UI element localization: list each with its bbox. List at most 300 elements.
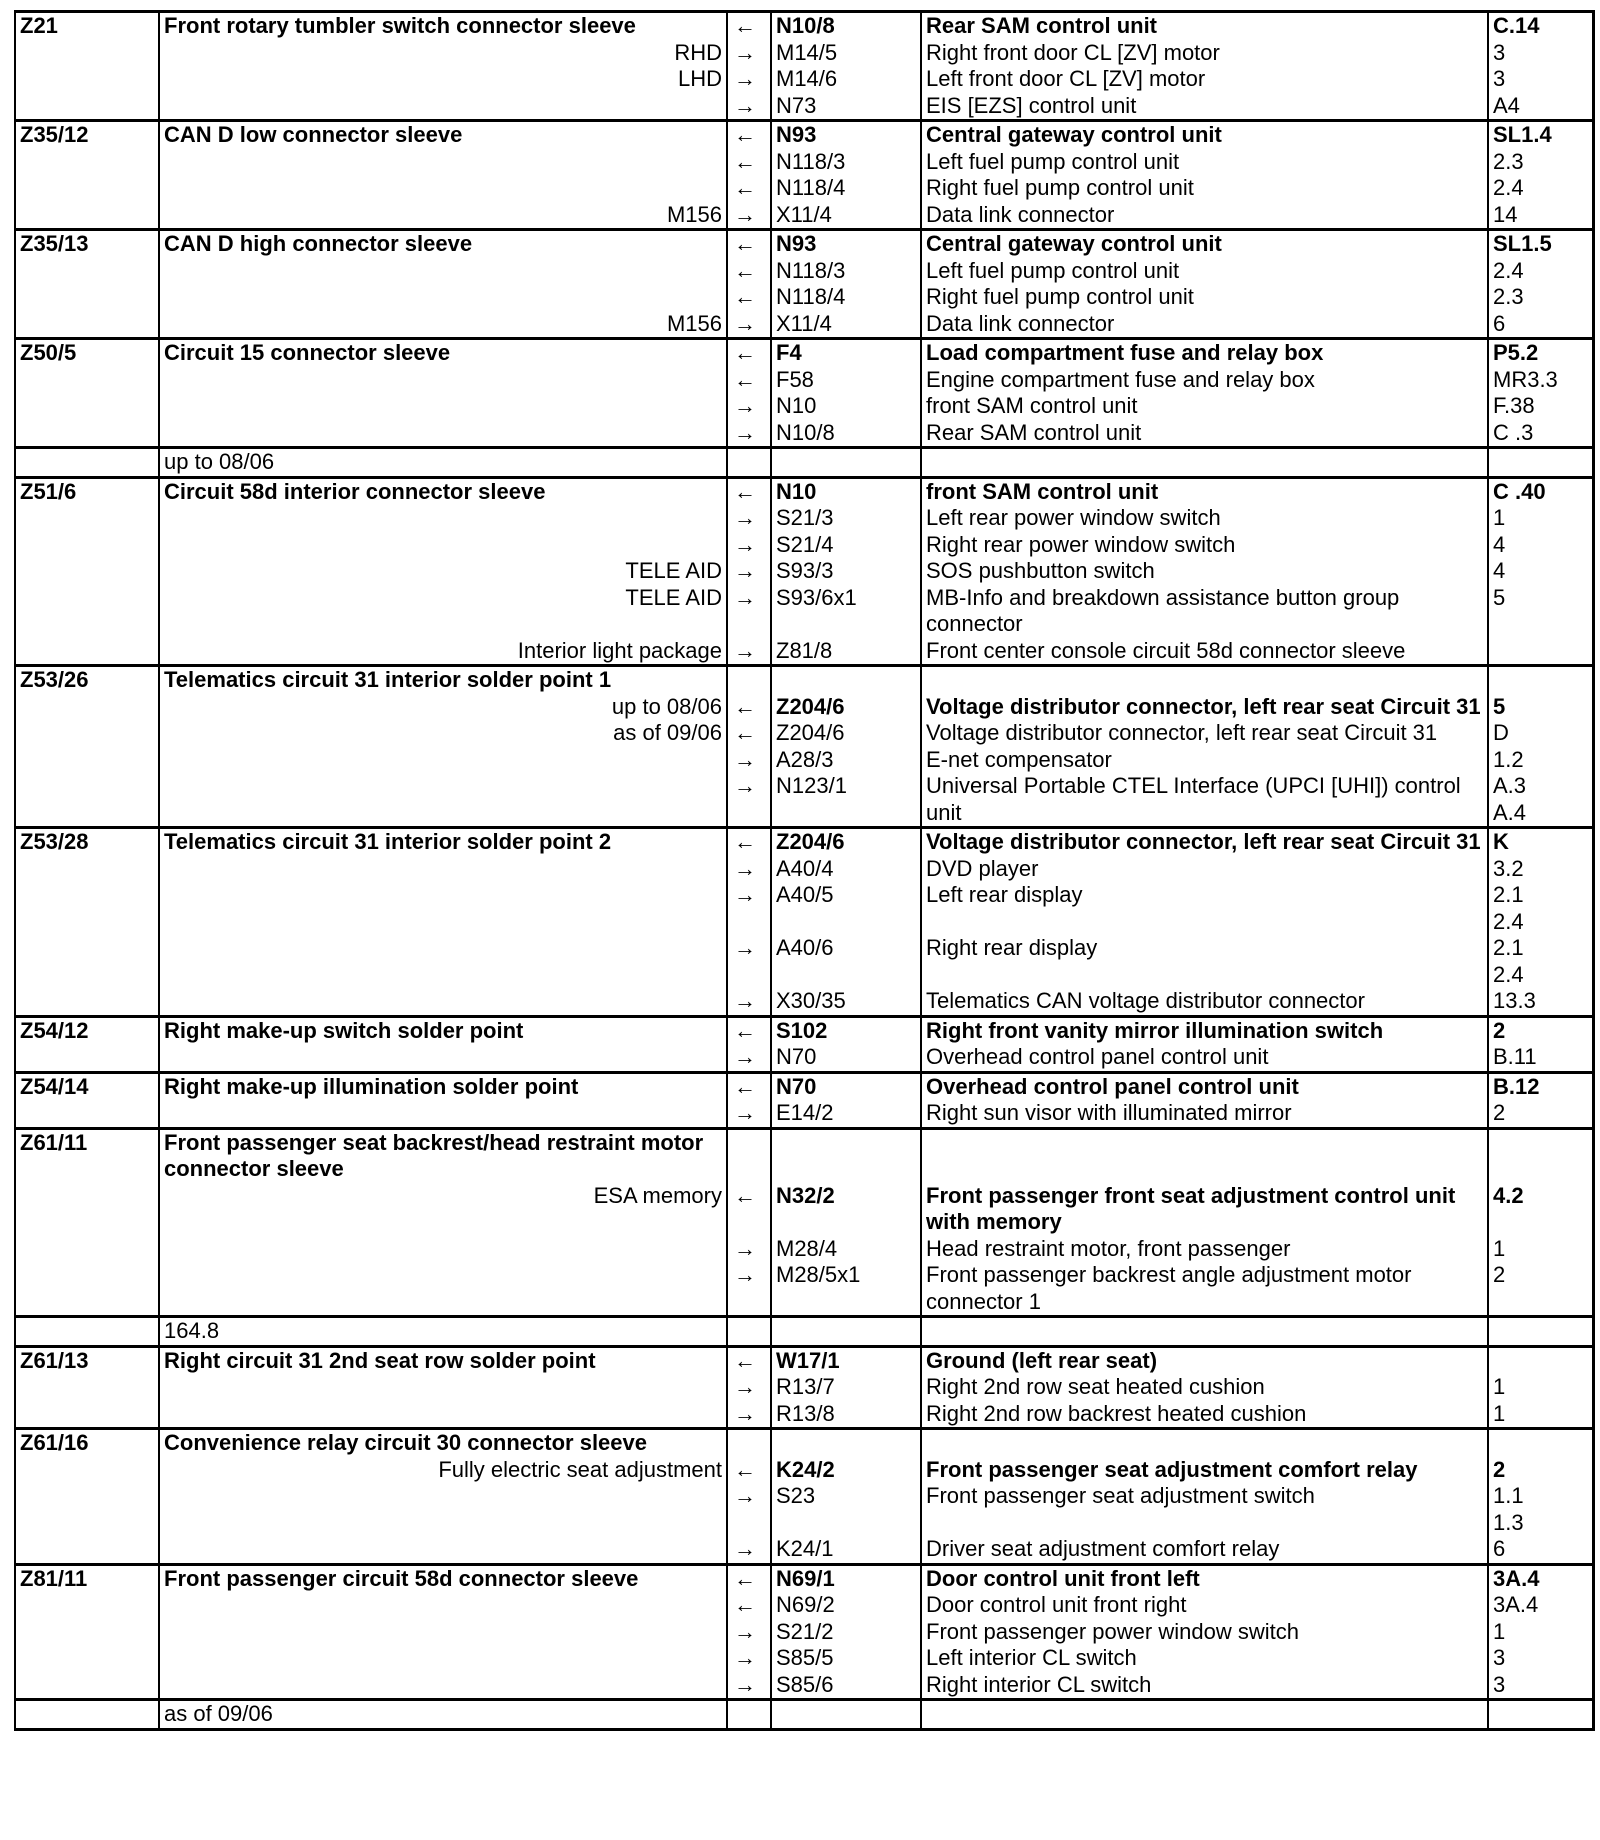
variant-condition [159,1536,727,1564]
direction-arrow: → [727,1374,771,1401]
connector-name: Front rotary tumbler switch connector sleeve [159,12,727,40]
direction-arrow: → [727,1236,771,1263]
connection-row [15,1374,1593,1401]
connector-code [15,66,159,93]
connector-code [15,202,159,230]
note-text: as of 09/06 [159,1700,727,1730]
direction-arrow: → [727,1401,771,1429]
variant-condition: Fully electric seat adjustment [159,1457,727,1484]
component-description: EIS [EZS] control unit [921,93,1488,121]
direction-arrow: ← [727,258,771,285]
connection-row [15,532,1593,559]
direction-arrow: → [727,1672,771,1700]
connector-code [15,1374,159,1401]
connector-code [15,448,159,478]
direction-arrow: → [727,202,771,230]
reference: 4 [1488,558,1593,585]
reference: 3 [1488,1645,1593,1672]
variant-condition [159,284,727,311]
direction-arrow: ← [727,121,771,149]
connection-row [15,93,1593,121]
reference: K [1488,828,1593,856]
connector-code [15,773,159,828]
connection-row [15,988,1593,1016]
reference: 2.3 [1488,149,1593,176]
component-code: N10 [771,393,921,420]
connector-name: Circuit 15 connector sleeve [159,339,727,367]
connector-code [15,694,159,721]
component-description [921,1700,1488,1730]
reference [1488,1429,1593,1457]
connector-code [15,856,159,883]
component-description: Left fuel pump control unit [921,149,1488,176]
direction-arrow: ← [727,1183,771,1236]
connector-table [14,10,1595,1731]
connection-row [15,1457,1593,1484]
component-description: Voltage distributor connector, left rear seat Circuit 31 [921,694,1488,721]
connector-code [15,935,159,988]
direction-arrow: → [727,1483,771,1536]
connection-row [15,175,1593,202]
component-code: F4 [771,339,921,367]
reference: SL1.5 [1488,230,1593,258]
direction-arrow: ← [727,175,771,202]
component-code: N93 [771,230,921,258]
variant-condition [159,175,727,202]
connection-row [15,747,1593,774]
reference: 2.3 [1488,284,1593,311]
component-description: Front center console circuit 58d connector sleeve [921,638,1488,666]
component-description: Front passenger front seat adjustment control unit with memory [921,1183,1488,1236]
connection-row [15,638,1593,666]
note-row [15,1700,1593,1730]
component-code: Z204/6 [771,828,921,856]
connector-code [15,1700,159,1730]
connection-row [15,1236,1593,1263]
direction-arrow: → [727,1262,771,1317]
reference: 1 [1488,505,1593,532]
component-description: Left rear power window switch [921,505,1488,532]
connector-code [15,882,159,935]
direction-arrow [727,1128,771,1183]
connection-row [15,1483,1593,1536]
component-code: S93/6x1 [771,585,921,638]
component-code: S85/5 [771,1645,921,1672]
connection-row [15,202,1593,230]
reference: 1 [1488,1619,1593,1646]
component-description: Telematics CAN voltage distributor connector [921,988,1488,1016]
connection-row [15,828,1593,856]
variant-condition [159,1374,727,1401]
variant-condition [159,1619,727,1646]
connector-code [15,1100,159,1128]
variant-condition [159,393,727,420]
variant-condition [159,1672,727,1700]
component-code: N93 [771,121,921,149]
component-description: Driver seat adjustment comfort relay [921,1536,1488,1564]
reference: 13.3 [1488,988,1593,1016]
connector-code: Z50/5 [15,339,159,367]
reference: C .40 [1488,477,1593,505]
connector-name: Right make-up illumination solder point [159,1072,727,1100]
component-description: DVD player [921,856,1488,883]
connection-row [15,40,1593,67]
variant-condition [159,505,727,532]
component-description [921,1128,1488,1183]
direction-arrow: → [727,93,771,121]
component-code: S93/3 [771,558,921,585]
component-code: Z81/8 [771,638,921,666]
connector-code [15,1483,159,1536]
component-code: S23 [771,1483,921,1536]
reference: 2 [1488,1457,1593,1484]
variant-condition [159,882,727,935]
reference: 3A.4 [1488,1564,1593,1592]
component-code: M28/5x1 [771,1262,921,1317]
component-code: A40/6 [771,935,921,988]
direction-arrow: → [727,66,771,93]
component-code [771,1700,921,1730]
connector-table-document [14,10,1592,1731]
component-code: N10 [771,477,921,505]
direction-arrow [727,666,771,694]
connector-code [15,367,159,394]
connector-code: Z61/11 [15,1128,159,1183]
variant-condition [159,420,727,448]
component-code: S21/4 [771,532,921,559]
direction-arrow: → [727,747,771,774]
connector-code [15,40,159,67]
component-description: Front passenger seat adjustment switch [921,1483,1488,1536]
connector-code [15,720,159,747]
reference [1488,1317,1593,1347]
component-code: E14/2 [771,1100,921,1128]
component-description: Door control unit front left [921,1564,1488,1592]
reference: 1 [1488,1236,1593,1263]
direction-arrow: ← [727,1016,771,1044]
direction-arrow: ← [727,1592,771,1619]
connection-row [15,1564,1593,1592]
reference [1488,1346,1593,1374]
component-code: Z204/6 [771,720,921,747]
connection-row [15,1016,1593,1044]
connector-code: Z53/26 [15,666,159,694]
component-description: Rear SAM control unit [921,12,1488,40]
connection-row [15,339,1593,367]
component-description: Right rear power window switch [921,532,1488,559]
connection-row [15,284,1593,311]
connection-row [15,720,1593,747]
connection-row [15,149,1593,176]
connector-code: Z51/6 [15,477,159,505]
connection-row [15,694,1593,721]
variant-condition [159,1100,727,1128]
connection-row [15,1183,1593,1236]
direction-arrow: → [727,311,771,339]
component-description: Ground (left rear seat) [921,1346,1488,1374]
reference: 6 [1488,311,1593,339]
component-code: N118/4 [771,175,921,202]
variant-condition: as of 09/06 [159,720,727,747]
connector-name: Right circuit 31 2nd seat row solder point [159,1346,727,1374]
reference: 2.4 [1488,258,1593,285]
component-description: Data link connector [921,311,1488,339]
reference: 4.2 [1488,1183,1593,1236]
connector-code: Z54/14 [15,1072,159,1100]
reference: B.11 [1488,1044,1593,1072]
connector-code [15,532,159,559]
connection-row [15,311,1593,339]
connector-code [15,1619,159,1646]
component-description: Door control unit front right [921,1592,1488,1619]
component-description [921,666,1488,694]
group-header-row [15,1128,1593,1183]
connector-code [15,93,159,121]
connector-code: Z54/12 [15,1016,159,1044]
component-code: R13/8 [771,1401,921,1429]
direction-arrow: → [727,638,771,666]
connection-row [15,230,1593,258]
variant-condition: up to 08/06 [159,694,727,721]
component-code: M28/4 [771,1236,921,1263]
direction-arrow: → [727,40,771,67]
connector-code [15,1536,159,1564]
reference [1488,1128,1593,1183]
connection-row [15,1262,1593,1317]
direction-arrow: → [727,420,771,448]
direction-arrow: ← [727,339,771,367]
component-code: Z204/6 [771,694,921,721]
component-code: S85/6 [771,1672,921,1700]
component-code: K24/1 [771,1536,921,1564]
reference: 2.4 [1488,175,1593,202]
connector-code [15,558,159,585]
component-code: A40/5 [771,882,921,935]
connector-code [15,1236,159,1263]
direction-arrow: ← [727,367,771,394]
reference: 3 [1488,40,1593,67]
component-code: W17/1 [771,1346,921,1374]
variant-condition [159,1592,727,1619]
note-text: 164.8 [159,1317,727,1347]
direction-arrow: ← [727,828,771,856]
variant-condition [159,1401,727,1429]
connector-code [15,420,159,448]
component-description: Central gateway control unit [921,121,1488,149]
variant-condition [159,149,727,176]
note-text: up to 08/06 [159,448,727,478]
component-code [771,666,921,694]
reference [1488,448,1593,478]
reference: 3A.4 [1488,1592,1593,1619]
variant-condition: M156 [159,311,727,339]
direction-arrow: ← [727,1457,771,1484]
connector-name: Right make-up switch solder point [159,1016,727,1044]
connector-name: Front passenger circuit 58d connector sleeve [159,1564,727,1592]
direction-arrow: ← [727,284,771,311]
variant-condition: LHD [159,66,727,93]
connector-code: Z21 [15,12,159,40]
reference: MR3.3 [1488,367,1593,394]
component-description: front SAM control unit [921,477,1488,505]
component-code: M14/6 [771,66,921,93]
reference: A.3 A.4 [1488,773,1593,828]
component-code: N69/1 [771,1564,921,1592]
component-code: A28/3 [771,747,921,774]
direction-arrow: → [727,532,771,559]
variant-condition [159,532,727,559]
connection-row [15,1401,1593,1429]
component-code: N73 [771,93,921,121]
component-description: Right 2nd row seat heated cushion [921,1374,1488,1401]
connection-row [15,1592,1593,1619]
connector-code [15,1183,159,1236]
variant-condition [159,1483,727,1536]
connection-row [15,935,1593,988]
component-description: Right 2nd row backrest heated cushion [921,1401,1488,1429]
connection-row [15,477,1593,505]
component-code: F58 [771,367,921,394]
variant-condition [159,1044,727,1072]
reference: 2 [1488,1016,1593,1044]
component-description: E-net compensator [921,747,1488,774]
variant-condition: M156 [159,202,727,230]
connector-name: CAN D low connector sleeve [159,121,727,149]
variant-condition [159,367,727,394]
component-description: Left rear display [921,882,1488,935]
direction-arrow: ← [727,149,771,176]
group-header-row [15,666,1593,694]
connector-name: Front passenger seat backrest/head restraint motor connector sleeve [159,1128,727,1183]
reference: 1.2 [1488,747,1593,774]
variant-condition: RHD [159,40,727,67]
reference [1488,1700,1593,1730]
component-description: Data link connector [921,202,1488,230]
component-code: R13/7 [771,1374,921,1401]
variant-condition [159,1236,727,1263]
component-description: SOS pushbutton switch [921,558,1488,585]
connection-row [15,1044,1593,1072]
reference: C .3 [1488,420,1593,448]
connector-code [15,1401,159,1429]
reference: D [1488,720,1593,747]
component-code: X11/4 [771,202,921,230]
reference: 14 [1488,202,1593,230]
component-description: Central gateway control unit [921,230,1488,258]
variant-condition [159,93,727,121]
connector-code [15,149,159,176]
component-code: N118/3 [771,258,921,285]
connection-row [15,367,1593,394]
variant-condition: Interior light package [159,638,727,666]
reference: 1.1 1.3 [1488,1483,1593,1536]
connection-row [15,1536,1593,1564]
component-code [771,448,921,478]
component-code: N123/1 [771,773,921,828]
connector-code [15,175,159,202]
note-row [15,1317,1593,1347]
reference: 1 [1488,1374,1593,1401]
variant-condition [159,258,727,285]
connector-code [15,1672,159,1700]
connector-code [15,1457,159,1484]
component-code: S102 [771,1016,921,1044]
connector-code: Z61/16 [15,1429,159,1457]
direction-arrow: ← [727,720,771,747]
variant-condition [159,935,727,988]
reference: F.38 [1488,393,1593,420]
reference: 2.1 2.4 [1488,882,1593,935]
component-code: N70 [771,1044,921,1072]
direction-arrow: → [727,393,771,420]
reference: 5 [1488,585,1593,638]
reference: 3 [1488,66,1593,93]
connector-code [15,311,159,339]
connector-code: Z81/11 [15,1564,159,1592]
connector-code [15,284,159,311]
component-description: MB-Info and breakdown assistance button group connector [921,585,1488,638]
component-description: Right interior CL switch [921,1672,1488,1700]
component-description: Right fuel pump control unit [921,284,1488,311]
connector-name: CAN D high connector sleeve [159,230,727,258]
direction-arrow: → [727,773,771,828]
component-description [921,448,1488,478]
component-code: N69/2 [771,1592,921,1619]
reference [1488,666,1593,694]
connector-code [15,393,159,420]
component-code: S21/3 [771,505,921,532]
connection-row [15,505,1593,532]
component-description: Universal Portable CTEL Interface (UPCI [UHI]) control unit [921,773,1488,828]
component-code: A40/4 [771,856,921,883]
connector-code [15,1262,159,1317]
direction-arrow [727,1317,771,1347]
direction-arrow: → [727,1100,771,1128]
reference: B.12 [1488,1072,1593,1100]
direction-arrow: → [727,558,771,585]
connector-code [15,638,159,666]
connection-row [15,1619,1593,1646]
connector-code [15,1645,159,1672]
direction-arrow: → [727,882,771,935]
connector-name: Telematics circuit 31 interior solder point 1 [159,666,727,694]
component-description: Voltage distributor connector, left rear seat Circuit 31 [921,828,1488,856]
reference: 2 [1488,1262,1593,1317]
variant-condition [159,1262,727,1317]
connection-row [15,420,1593,448]
connector-code [15,1317,159,1347]
direction-arrow: ← [727,1072,771,1100]
component-description: Right fuel pump control unit [921,175,1488,202]
reference: C.14 [1488,12,1593,40]
direction-arrow: → [727,1619,771,1646]
reference: A4 [1488,93,1593,121]
connection-row [15,1645,1593,1672]
direction-arrow [727,1700,771,1730]
reference: 3.2 [1488,856,1593,883]
reference: 6 [1488,1536,1593,1564]
connection-row [15,1346,1593,1374]
reference: SL1.4 [1488,121,1593,149]
direction-arrow: ← [727,477,771,505]
reference: 4 [1488,532,1593,559]
direction-arrow: ← [727,1346,771,1374]
connection-row [15,66,1593,93]
component-code: N32/2 [771,1183,921,1236]
connection-row [15,882,1593,935]
component-code: X30/35 [771,988,921,1016]
reference: P5.2 [1488,339,1593,367]
